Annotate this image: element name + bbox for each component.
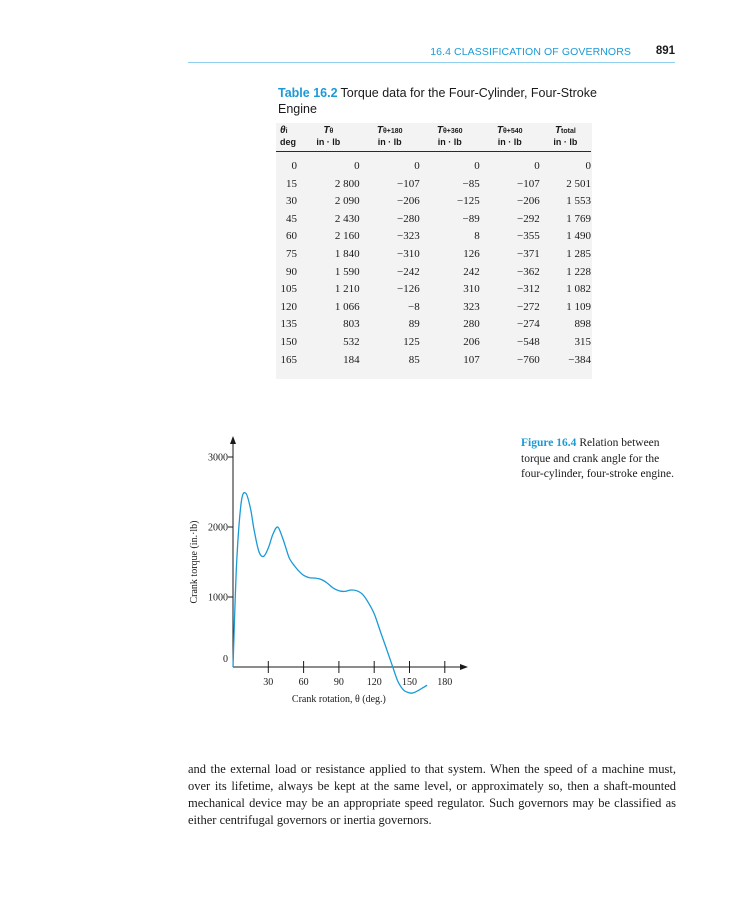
table-row bbox=[276, 334, 591, 352]
table-header-cell: Tθ+360 in · lb bbox=[436, 125, 463, 147]
table-cell: −310 bbox=[396, 247, 420, 260]
y-tick-label: 0 bbox=[223, 654, 228, 665]
section-title: 16.4 CLASSIFICATION OF GOVERNORS bbox=[430, 46, 631, 58]
table-cell: −548 bbox=[517, 335, 540, 348]
table-cell: −355 bbox=[517, 230, 540, 243]
table-cell: −125 bbox=[457, 195, 480, 208]
table-cell: 150 bbox=[280, 335, 297, 348]
table-cell: −107 bbox=[517, 177, 540, 190]
table-header-cell: Ttotal in · lb bbox=[553, 125, 578, 147]
figure-caption bbox=[521, 436, 681, 483]
table-cell: 2 501 bbox=[566, 177, 591, 190]
table-row bbox=[276, 352, 591, 374]
table-cell: 803 bbox=[343, 318, 360, 331]
table-cell: −274 bbox=[517, 318, 540, 331]
table-cell: 1 066 bbox=[334, 300, 360, 313]
table-cell: 2 430 bbox=[334, 212, 360, 225]
table-cell: 75 bbox=[285, 247, 297, 260]
x-tick-label: 120 bbox=[366, 677, 382, 688]
table-cell: 1 285 bbox=[566, 247, 591, 260]
table-cell: 2 160 bbox=[334, 230, 360, 243]
table-row bbox=[276, 299, 591, 317]
table-cell: 0 bbox=[534, 160, 540, 172]
body-paragraph: and the external load or resistance applied to that system. When the speed of a machine must, over its lifetime, always be kept at the same level, or approximately so, then a shaft-mounted mechanical device may be an appropriate speed regulator. Such governors may be classified as either centrifugal governors or inertia governors. bbox=[188, 762, 676, 827]
table-cell: −206 bbox=[396, 195, 420, 208]
table-cell: 135 bbox=[280, 318, 297, 331]
table-cell: 30 bbox=[285, 195, 297, 208]
table-caption bbox=[278, 85, 598, 117]
table-cell: −760 bbox=[517, 353, 540, 366]
table-header-cell: Tθ+180 in · lb bbox=[376, 125, 403, 147]
table-cell: 315 bbox=[574, 335, 591, 348]
torque-table bbox=[276, 123, 591, 373]
table-cell: 15 bbox=[285, 177, 297, 190]
table-row bbox=[276, 228, 591, 246]
table-header-cell: θi deg bbox=[280, 125, 297, 147]
x-tick-label: 90 bbox=[333, 677, 344, 688]
table-cell: 0 bbox=[585, 160, 591, 172]
table-cell: 107 bbox=[463, 353, 480, 366]
y-axis-arrow bbox=[230, 436, 236, 444]
table-cell: 120 bbox=[280, 300, 297, 313]
table-cell: 85 bbox=[408, 353, 420, 366]
y-tick-label: 1000 bbox=[208, 592, 228, 604]
x-axis-label: Crank rotation, θ (deg.) bbox=[291, 694, 386, 705]
table-cell: 1 590 bbox=[334, 265, 360, 278]
table-cell: −242 bbox=[396, 265, 420, 278]
x-axis-arrow bbox=[460, 664, 468, 670]
table-cell: 105 bbox=[280, 283, 297, 296]
table-cell: −85 bbox=[462, 177, 480, 190]
table-cell: 125 bbox=[403, 335, 420, 348]
table-cell: 1 228 bbox=[566, 265, 591, 278]
y-axis-label: Crank torque (in.·lb) bbox=[189, 520, 200, 604]
table-row bbox=[276, 211, 591, 229]
table-cell: 90 bbox=[285, 265, 297, 278]
table-cell: 89 bbox=[408, 318, 420, 331]
table-row bbox=[276, 281, 591, 299]
table-cell: 165 bbox=[280, 353, 297, 366]
x-tick-label: 150 bbox=[402, 677, 417, 688]
table-cell: −89 bbox=[462, 212, 480, 225]
figure-caption-text: Relation between torque and crank angle for the four-cylinder, four-stroke engine. bbox=[521, 437, 674, 480]
table-cell: −362 bbox=[517, 265, 540, 278]
table-cell: 2 090 bbox=[334, 195, 360, 208]
table-cell: 242 bbox=[463, 265, 480, 278]
table-cell: −384 bbox=[568, 353, 591, 366]
page-number: 891 bbox=[655, 45, 675, 57]
y-tick-label: 3000 bbox=[208, 452, 228, 464]
table-cell: −107 bbox=[396, 177, 420, 190]
table-cell: 8 bbox=[474, 230, 480, 243]
table-cell: −292 bbox=[517, 212, 540, 225]
table-header-cell: Tθ+540 in · lb bbox=[496, 125, 523, 147]
torque-figure bbox=[180, 430, 500, 720]
table-cell: 0 bbox=[474, 160, 480, 172]
x-tick-label: 180 bbox=[437, 677, 453, 688]
table-row bbox=[276, 264, 591, 282]
table-row bbox=[276, 176, 591, 194]
table-header-cell: Tθ in · lb bbox=[316, 125, 341, 147]
table-cell: 60 bbox=[285, 230, 297, 243]
table-cell: 45 bbox=[285, 212, 297, 225]
table-cell: 1 769 bbox=[566, 212, 591, 225]
table-cell: −272 bbox=[517, 300, 540, 313]
table-cell: 1 109 bbox=[566, 300, 591, 313]
figure-label: Figure 16.4 bbox=[521, 437, 577, 449]
table-cell: 206 bbox=[463, 335, 480, 348]
table-cell: 280 bbox=[463, 318, 480, 331]
table-cell: 184 bbox=[343, 353, 360, 366]
table-cell: 1 210 bbox=[334, 283, 360, 296]
table-cell: −312 bbox=[517, 283, 540, 296]
table-cell: 2 800 bbox=[334, 177, 360, 190]
table-cell: 532 bbox=[343, 335, 360, 348]
x-tick-label: 60 bbox=[298, 677, 309, 688]
table-cell: 898 bbox=[574, 318, 591, 331]
table-row bbox=[276, 246, 591, 264]
table-label: Table 16.2 bbox=[278, 86, 338, 100]
table-cell: −371 bbox=[517, 247, 540, 260]
table-title: Torque data for the Four-Cylinder, Four-Stroke Engine bbox=[278, 86, 597, 116]
table-cell: 1 490 bbox=[566, 230, 591, 243]
torque-series-line bbox=[233, 493, 427, 694]
table-cell: 126 bbox=[463, 247, 480, 260]
table-cell: −323 bbox=[396, 230, 420, 243]
x-tick-label: 30 bbox=[263, 677, 274, 688]
table-header-row bbox=[276, 123, 591, 152]
table-cell: 1 840 bbox=[334, 247, 360, 260]
table-row bbox=[276, 316, 591, 334]
y-tick-label: 2000 bbox=[208, 522, 228, 534]
table-cell: 310 bbox=[463, 283, 480, 296]
table-cell: 0 bbox=[354, 160, 360, 172]
table-cell: 1 553 bbox=[566, 195, 591, 208]
table-row bbox=[276, 152, 591, 176]
table-cell: 0 bbox=[414, 160, 420, 172]
table-cell: −126 bbox=[396, 283, 420, 296]
table-cell: −8 bbox=[407, 300, 420, 313]
table-body bbox=[276, 152, 591, 374]
table-row bbox=[276, 193, 591, 211]
torque-chart bbox=[180, 430, 500, 720]
table-cell: 323 bbox=[463, 300, 480, 313]
table-cell: −280 bbox=[396, 212, 420, 225]
table-cell: 1 082 bbox=[566, 283, 591, 296]
table-cell: −206 bbox=[517, 195, 540, 208]
table-cell: 0 bbox=[291, 160, 297, 172]
running-header bbox=[188, 44, 675, 63]
